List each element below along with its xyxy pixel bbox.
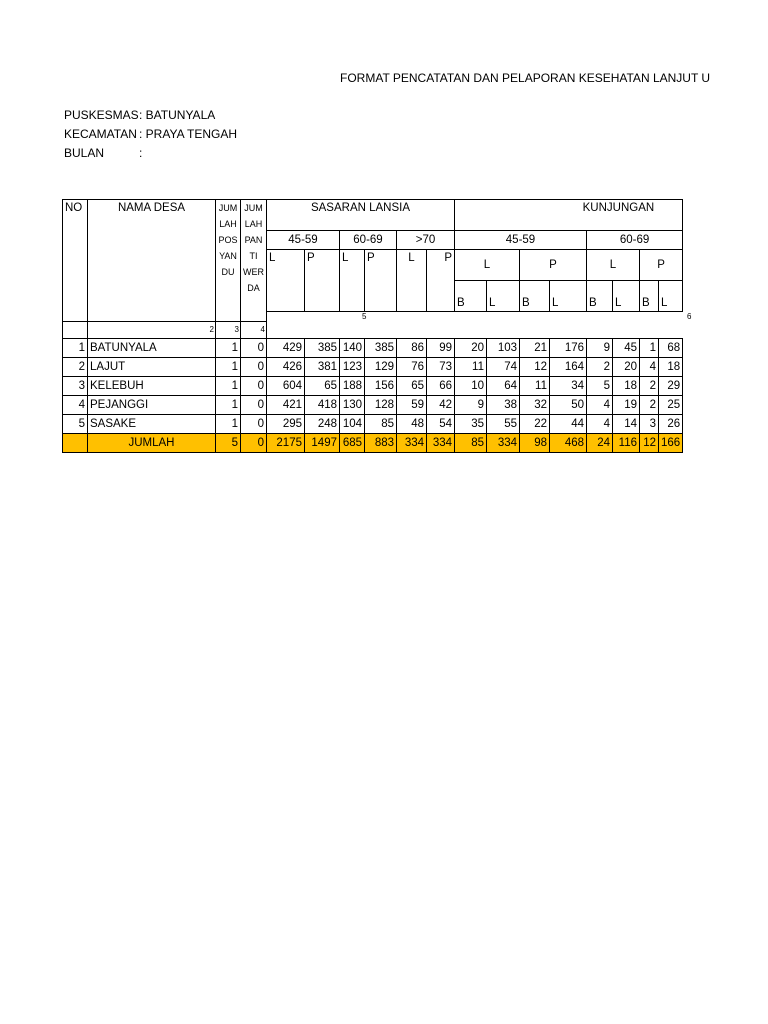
header-b: B	[520, 281, 550, 312]
cell: 29	[659, 377, 683, 396]
cell: 34	[550, 377, 587, 396]
row-no: 2	[63, 358, 88, 377]
spacer	[267, 322, 683, 339]
kecamatan-label: KECAMATAN	[64, 127, 137, 141]
table-row	[63, 358, 683, 377]
cell: 64	[487, 377, 520, 396]
header-panti-line: JUM	[244, 203, 263, 213]
cell: 25	[659, 396, 683, 415]
cell: 11	[520, 377, 550, 396]
cell: 2	[640, 377, 659, 396]
cell: 26	[659, 415, 683, 434]
total-cell: 2175	[267, 434, 305, 453]
row-posyandu: 1	[216, 358, 241, 377]
header-b: B	[587, 281, 613, 312]
header-jumlah-posyandu	[216, 200, 241, 322]
cell: 55	[487, 415, 520, 434]
row-desa: PEJANGGI	[88, 396, 216, 415]
meta-bulan	[64, 146, 142, 160]
header-b: B	[455, 281, 487, 312]
cell: 85	[365, 415, 397, 434]
meta-kecamatan	[64, 127, 237, 141]
cell: 426	[267, 358, 305, 377]
cell: 18	[659, 358, 683, 377]
total-posyandu: 5	[216, 434, 241, 453]
cell: 104	[340, 415, 365, 434]
cell: 1	[640, 339, 659, 358]
cell: 130	[340, 396, 365, 415]
cell: 9	[455, 396, 487, 415]
cell: 54	[427, 415, 455, 434]
cell: 20	[455, 339, 487, 358]
cell: 10	[455, 377, 487, 396]
header-p: P	[365, 250, 397, 312]
cell: 74	[487, 358, 520, 377]
cell: 35	[455, 415, 487, 434]
cell: 421	[267, 396, 305, 415]
total-cell: 24	[587, 434, 613, 453]
row-posyandu: 1	[216, 377, 241, 396]
row-panti: 0	[241, 415, 267, 434]
header-l: L	[550, 281, 587, 312]
puskesmas-value: : BATUNYALA	[139, 108, 216, 122]
row-desa: KELEBUH	[88, 377, 216, 396]
row-desa: SASAKE	[88, 415, 216, 434]
header-age-45-59: 45-59	[267, 231, 340, 250]
header-posyandu-line: JUM	[218, 203, 238, 213]
cell: 38	[487, 396, 520, 415]
header-no: NO	[63, 200, 88, 322]
total-cell: 12	[640, 434, 659, 453]
bulan-label: BULAN	[64, 146, 105, 160]
cell: 68	[659, 339, 683, 358]
total-cell: 1497	[305, 434, 340, 453]
header-k-age-60-69: 60-69	[587, 231, 683, 250]
report-title: FORMAT PENCATATAN DAN PELAPORAN KESEHATAN LANJUT U	[340, 71, 711, 85]
total-cell: 85	[455, 434, 487, 453]
cell: 140	[340, 339, 365, 358]
table-row	[63, 396, 683, 415]
cell: 418	[305, 396, 340, 415]
bulan-value: :	[139, 146, 143, 160]
report-table	[62, 199, 692, 453]
cell: 604	[267, 377, 305, 396]
header-l: L	[659, 281, 683, 312]
total-label: JUMLAH	[88, 434, 216, 453]
total-panti: 0	[241, 434, 267, 453]
header-panti-line: TI	[249, 251, 258, 261]
header-k-p: P	[520, 250, 587, 281]
header-panti-line: WER	[243, 267, 264, 277]
header-kunjungan: KUNJUNGAN	[455, 200, 683, 231]
row-panti: 0	[241, 339, 267, 358]
cell: 14	[613, 415, 640, 434]
header-l: L	[267, 250, 305, 312]
header-posyandu-line: POS	[218, 235, 238, 245]
cell: 32	[520, 396, 550, 415]
cell: 59	[397, 396, 427, 415]
header-p: P	[305, 250, 340, 312]
header-l: L	[397, 250, 427, 312]
table-row	[63, 339, 683, 358]
total-cell: 334	[397, 434, 427, 453]
total-cell: 334	[427, 434, 455, 453]
table-row	[63, 377, 683, 396]
total-no-cell	[63, 434, 88, 453]
row-panti: 0	[241, 377, 267, 396]
total-cell: 685	[340, 434, 365, 453]
header-panti-line: PAN	[244, 235, 263, 245]
col-num-2: 2	[88, 322, 216, 339]
row-panti: 0	[241, 396, 267, 415]
meta-puskesmas	[64, 108, 215, 122]
header-l: L	[340, 250, 365, 312]
row-posyandu: 1	[216, 339, 241, 358]
row-no: 5	[63, 415, 88, 434]
cell: 3	[640, 415, 659, 434]
col-num-4: 4	[241, 322, 267, 339]
cell: 295	[267, 415, 305, 434]
cell: 50	[550, 396, 587, 415]
cell: 12	[520, 358, 550, 377]
header-panti-line: LAH	[244, 219, 263, 229]
total-cell: 166	[659, 434, 683, 453]
cell: 65	[305, 377, 340, 396]
cell: 18	[613, 377, 640, 396]
cell: 9	[587, 339, 613, 358]
cell: 429	[267, 339, 305, 358]
cell: 45	[613, 339, 640, 358]
header-panti-line: DA	[247, 283, 260, 293]
cell: 5	[587, 377, 613, 396]
cell: 4	[640, 358, 659, 377]
table-row	[63, 415, 683, 434]
col-num-5: 5	[362, 312, 367, 321]
cell: 22	[520, 415, 550, 434]
row-panti: 0	[241, 358, 267, 377]
header-b: B	[640, 281, 659, 312]
header-k-l: L	[587, 250, 640, 281]
cell: 42	[427, 396, 455, 415]
header-jumlah-panti	[241, 200, 267, 322]
cell: 44	[550, 415, 587, 434]
cell: 73	[427, 358, 455, 377]
col-num-6: 6	[687, 312, 692, 321]
cell: 20	[613, 358, 640, 377]
cell: 86	[397, 339, 427, 358]
puskesmas-label: PUSKESMAS	[64, 108, 139, 122]
header-posyandu-line: LAH	[219, 219, 237, 229]
header-nama-desa: NAMA DESA	[88, 200, 216, 322]
total-cell: 334	[487, 434, 520, 453]
header-p: P	[427, 250, 455, 312]
row-no: 1	[63, 339, 88, 358]
cell: 76	[397, 358, 427, 377]
header-posyandu-line: YAN	[219, 251, 237, 261]
total-cell: 468	[550, 434, 587, 453]
cell: 385	[365, 339, 397, 358]
total-cell: 98	[520, 434, 550, 453]
cell: 66	[427, 377, 455, 396]
cell: 123	[340, 358, 365, 377]
row-desa: BATUNYALA	[88, 339, 216, 358]
cell: 188	[340, 377, 365, 396]
cell: 129	[365, 358, 397, 377]
header-posyandu-line: DU	[221, 267, 235, 277]
cell: 65	[397, 377, 427, 396]
cell: 176	[550, 339, 587, 358]
column-number-row	[267, 312, 692, 322]
cell: 4	[587, 396, 613, 415]
header-k-l: L	[455, 250, 520, 281]
cell: 103	[487, 339, 520, 358]
row-posyandu: 1	[216, 415, 241, 434]
total-row	[63, 434, 683, 453]
cell: 4	[587, 415, 613, 434]
cell: 48	[397, 415, 427, 434]
header-l: L	[613, 281, 640, 312]
cell: 128	[365, 396, 397, 415]
cell: 385	[305, 339, 340, 358]
cell: 11	[455, 358, 487, 377]
cell: 381	[305, 358, 340, 377]
header-k-age-45-59: 45-59	[455, 231, 587, 250]
header-l: L	[487, 281, 520, 312]
kecamatan-value: : PRAYA TENGAH	[139, 127, 238, 141]
header-sasaran-lansia: SASARAN LANSIA	[267, 200, 455, 231]
row-no: 4	[63, 396, 88, 415]
cell: 156	[365, 377, 397, 396]
header-k-p: P	[640, 250, 683, 281]
header-age-60-69: 60-69	[340, 231, 397, 250]
col-num-3: 3	[216, 322, 241, 339]
row-no: 3	[63, 377, 88, 396]
cell: 2	[640, 396, 659, 415]
col-num-cell	[63, 322, 88, 339]
cell: 19	[613, 396, 640, 415]
total-cell: 883	[365, 434, 397, 453]
row-desa: LAJUT	[88, 358, 216, 377]
cell: 164	[550, 358, 587, 377]
cell: 21	[520, 339, 550, 358]
cell: 2	[587, 358, 613, 377]
cell: 99	[427, 339, 455, 358]
total-cell: 116	[613, 434, 640, 453]
row-posyandu: 1	[216, 396, 241, 415]
cell: 248	[305, 415, 340, 434]
header-age-70: >70	[397, 231, 455, 250]
